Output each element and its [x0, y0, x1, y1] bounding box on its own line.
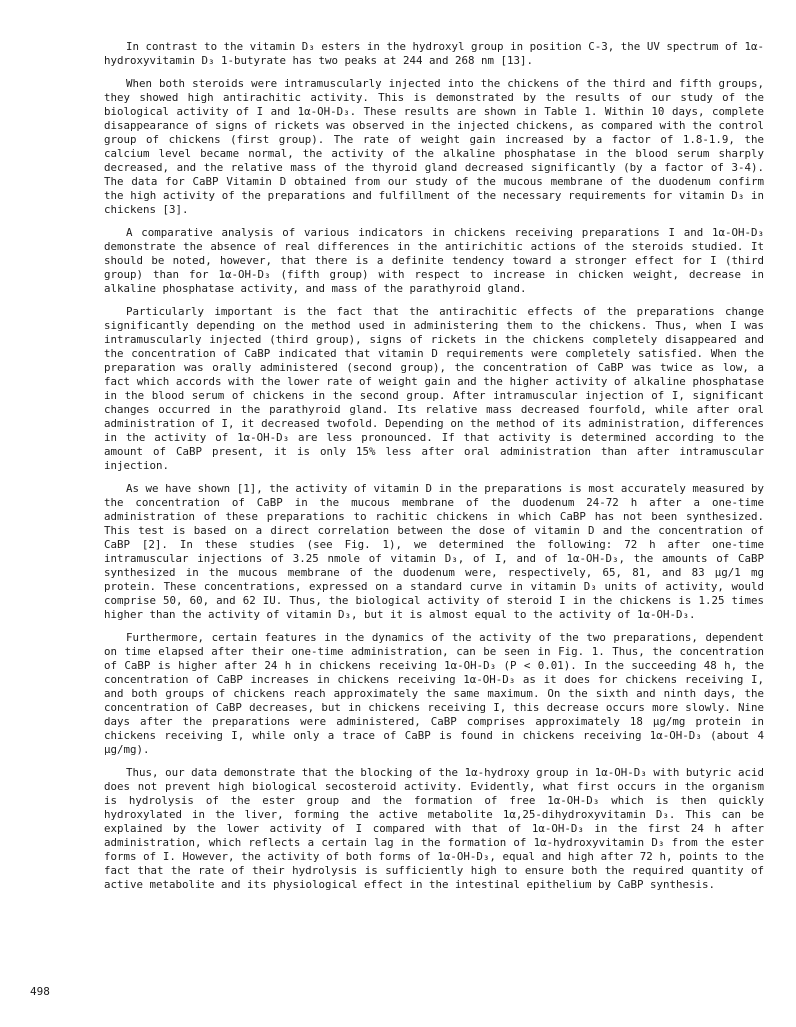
paragraph-activity-dynamics: Furthermore, certain features in the dynamics of the activity of the two preparations, dependent on time elapsed after their one-time administration, can be seen in Fig. 1. Thus, the concentration of CaBP is higher after 24 h in chickens receiving 1α-OH-D₃ (P < 0.01). In the succeeding 48 h, the concentration of CaBP increases in chickens receiving 1α-OH-D₃ as it does for chickens receiving I, and both groups of chickens reach approximately the same maximum. On the sixth and ninth days, the concentration of CaBP decreases, but in chickens receiving I, this decrease occurs more slowly. Nine days after the preparations were administered, CaBP comprises approximately 18 μg/mg protein in chickens receiving I, while only a trace of CaBP is found in chickens receiving 1α-OH-D₃ (about 4 μg/mg).	[104, 631, 764, 756]
paragraph-comparative-analysis: A comparative analysis of various indicators in chickens receiving preparations I and 1α-OH-D₃ demonstrate the absence of real differences in the antirichitic actions of the steroids studied. It should be noted, however, that there is a definite tendency toward a stronger effect for I (third group) than for 1α-OH-D₃ (fifth group) with respect to increase in chicken weight, decrease in alkaline phosphatase activity, and mass of the parathyroid gland.	[104, 226, 764, 295]
page-number: 498	[30, 985, 50, 998]
body-text	[104, 40, 764, 901]
paragraph-antirachitic-activity: When both steroids were intramuscularly injected into the chickens of the third and fifth groups, they showed high antirachitic activity. This is demonstrated by the results of our study of the biological activity of I and 1α-OH-D₃. These results are shown in Table 1. Within 10 days, complete disappearance of signs of rickets was observed in the injected chickens, as compared with the control group of chickens (first group). The rate of weight gain increased by a factor of 1.8-1.9, the calcium level became normal, the activity of the alkaline phosphatase in the blood serum sharply decreased, and the relative mass of the thyroid gland decreased significantly (by a factor of 3-4). The data for CaBP Vitamin D obtained from our study of the mucous membrane of the duodenum confirm the high activity of the preparations and fulfillment of the necessary requirements for vitamin D₃ in chickens [3].	[104, 77, 764, 216]
paragraph-administration-method: Particularly important is the fact that the antirachitic effects of the preparations change significantly depending on the method used in administering them to the chickens. Thus, when I was intramuscularly injected (third group), signs of rickets in the chickens completely disappeared and the concentration of CaBP indicated that vitamin D requirements were completely satisfied. When the preparation was orally administered (second group), the concentration of CaBP was twice as low, a fact which accords with the lower rate of weight gain and the higher activity of alkaline phosphatase in the blood serum of chickens in the second group. After intramuscular injection of I, significant changes occurred in the parathyroid gland. Its relative mass decreased fourfold, while after oral administration of I, it decreased twofold. Depending on the method of its administration, differences in the activity of 1α-OH-D₃ are less pronounced. If that activity is determined according to the amount of CaBP present, it is only 15% less after oral administration than after intramuscular injection.	[104, 305, 764, 472]
paragraph-conclusion: Thus, our data demonstrate that the blocking of the 1α-hydroxy group in 1α-OH-D₃ with butyric acid does not prevent high biological secosteroid activity. Evidently, what first occurs in the organism is hydrolysis of the ester group and the formation of free 1α-OH-D₃ which is then quickly hydroxylated in the liver, forming the active metabolite 1α,25-dihydroxyvitamin D₃. This can be explained by the lower activity of I compared with that of 1α-OH-D₃ in the first 24 h after administration, which reflects a certain lag in the formation of 1α-hydroxyvitamin D₃ from the ester forms of I. However, the activity of both forms of 1α-OH-D₃, equal and high after 72 h, points to the fact that the rate of their hydrolysis is sufficiently high to ensure both the required quantity of active metabolite and its physiological effect in the intestinal epithelium by CaBP synthesis.	[104, 766, 764, 891]
paragraph-uv-spectrum: In contrast to the vitamin D₃ esters in the hydroxyl group in position C-3, the UV spectrum of 1α-hydroxyvitamin D₃ 1-butyrate has two peaks at 244 and 268 nm [13].	[104, 40, 764, 67]
paragraph-cabp-measurement: As we have shown [1], the activity of vitamin D in the preparations is most accurately measured by the concentration of CaBP in the mucous membrane of the duodenum 24-72 h after a one-time administration of these preparations to rachitic chickens in which CaBP has not been synthesized. This test is based on a direct correlation between the dose of vitamin D and the concentration of CaBP [2]. In these studies (see Fig. 1), we determined the following: 72 h after one-time intramuscular injections of 3.25 nmole of vitamin D₃, of I, and of 1α-OH-D₃, the amounts of CaBP synthesized in the mucous membrane of the duodenum were, respectively, 65, 81, and 83 μg/1 mg protein. These concentrations, expressed on a standard curve in vitamin D₃ units of activity, would comprise 50, 60, and 62 IU. Thus, the biological activity of steroid I in the chickens is 1.25 times higher than the activity of vitamin D₃, but it is almost equal to the activity of 1α-OH-D₃.	[104, 482, 764, 621]
